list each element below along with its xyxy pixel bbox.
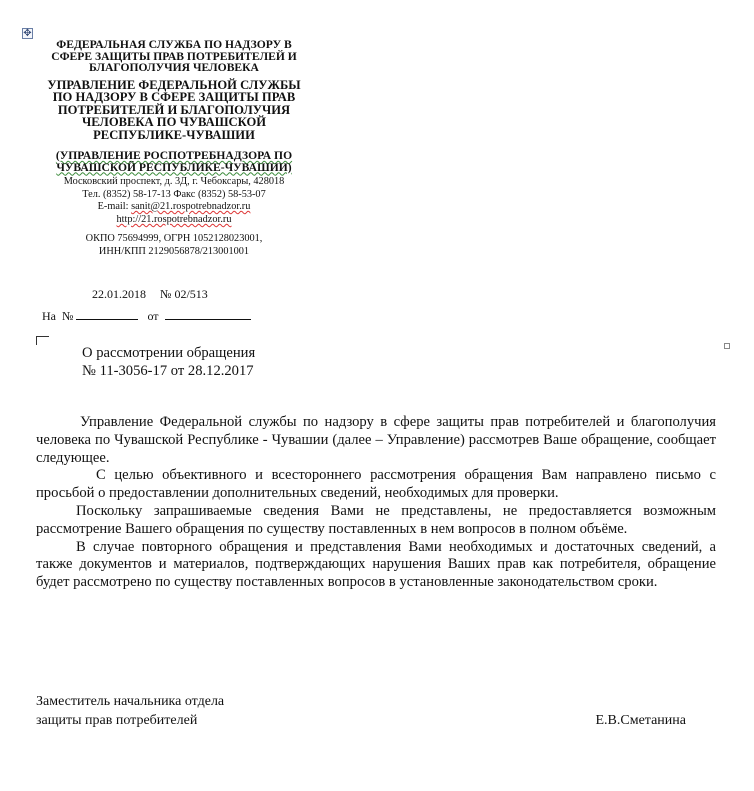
reply-date-blank: [165, 308, 251, 320]
reply-reference: На № от: [42, 308, 251, 324]
letter-number: № 02/513: [160, 287, 208, 301]
letterhead: [38, 39, 310, 259]
table-resize-handle-icon[interactable]: [724, 343, 730, 349]
signature-block: [36, 692, 686, 730]
department-name: УПРАВЛЕНИЕ ФЕДЕРАЛЬНОЙ СЛУЖБЫ ПО НАДЗОРУ В СФЕРЕ ЗАЩИТЫ ПРАВ ПОТРЕБИТЕЛЕЙ И БЛАГОПОЛУЧИЯ ЧЕЛОВЕКА ПО ЧУВАШСКОЙ РЕСПУБЛИКЕ-ЧУВАШИИ: [47, 77, 301, 142]
email-link[interactable]: sanit@21.rospotrebnadzor.ru: [131, 201, 251, 213]
table-move-handle-icon[interactable]: ✥: [23, 28, 32, 39]
signer-name: Е.В.Сметанина: [595, 713, 686, 728]
text-boundary-corner-icon: [36, 336, 49, 345]
signer-title-line2: защиты прав потребителей: [36, 713, 198, 728]
contact-block: [38, 176, 310, 226]
email-line: E-mail: sanit@21.rospotrebnadzor.ru: [97, 201, 251, 213]
registration-codes: ОКПО 75694999, ОГРН 1052128023001, ИНН/КПП 2129056878/213001001: [85, 233, 263, 257]
signer-title-line1: Заместитель начальника отдела: [36, 694, 225, 709]
letter-subject: О рассмотрении обращения № 11-3056-17 от 28.12.2017: [82, 345, 256, 379]
letter-date-number: [92, 287, 208, 302]
letter-date: 22.01.2018: [92, 287, 146, 301]
department-abbreviation: (УПРАВЛЕНИЕ РОСПОТРЕБНАДЗОРА ПО ЧУВАШСКОЙ РЕСПУБЛИКЕ-ЧУВАШИИ): [55, 149, 293, 174]
letter-body: [36, 414, 716, 592]
address: Московский проспект, д. 3Д, г. Чебоксары, 428018: [63, 176, 285, 187]
website-link[interactable]: http://21.rospotrebnadzor.ru: [116, 213, 232, 225]
paragraph: Поскольку запрашиваемые сведения Вами не представлены, не предоставляется возможным рассмотрение Вашего обращения по существу поставленных в нем вопросов в полном объёме.: [36, 502, 716, 537]
reply-number-blank: [76, 308, 138, 320]
paragraph: С целью объективного и всестороннего рассмотрения обращения Вам направлено письмо с просьбой о предоставлении дополнительных сведений, необходимых для проверки.: [36, 467, 716, 502]
phone-fax: Тел. (8352) 58-17-13 Факс (8352) 58-53-07: [82, 188, 266, 200]
paragraph: В случае повторного обращения и представления Вами необходимых и достаточных сведений, а также документов и материалов, подтверждающих нарушения Ваших прав как потребителя, обращение будет рассмотрено по существу поставленных вопросов в установленные законодательством сроки.: [36, 538, 716, 591]
agency-name: ФЕДЕРАЛЬНАЯ СЛУЖБА ПО НАДЗОРУ В СФЕРЕ ЗАЩИТЫ ПРАВ ПОТРЕБИТЕЛЕЙ И БЛАГОПОЛУЧИЯ ЧЕЛОВЕКА: [51, 38, 297, 74]
paragraph: Управление Федеральной службы по надзору в сфере защиты прав потребителей и благополучия человека по Чувашской Республике - Чувашии (далее – Управление) рассмотрев Ваше обращение, сообщает следующее.: [36, 414, 716, 466]
